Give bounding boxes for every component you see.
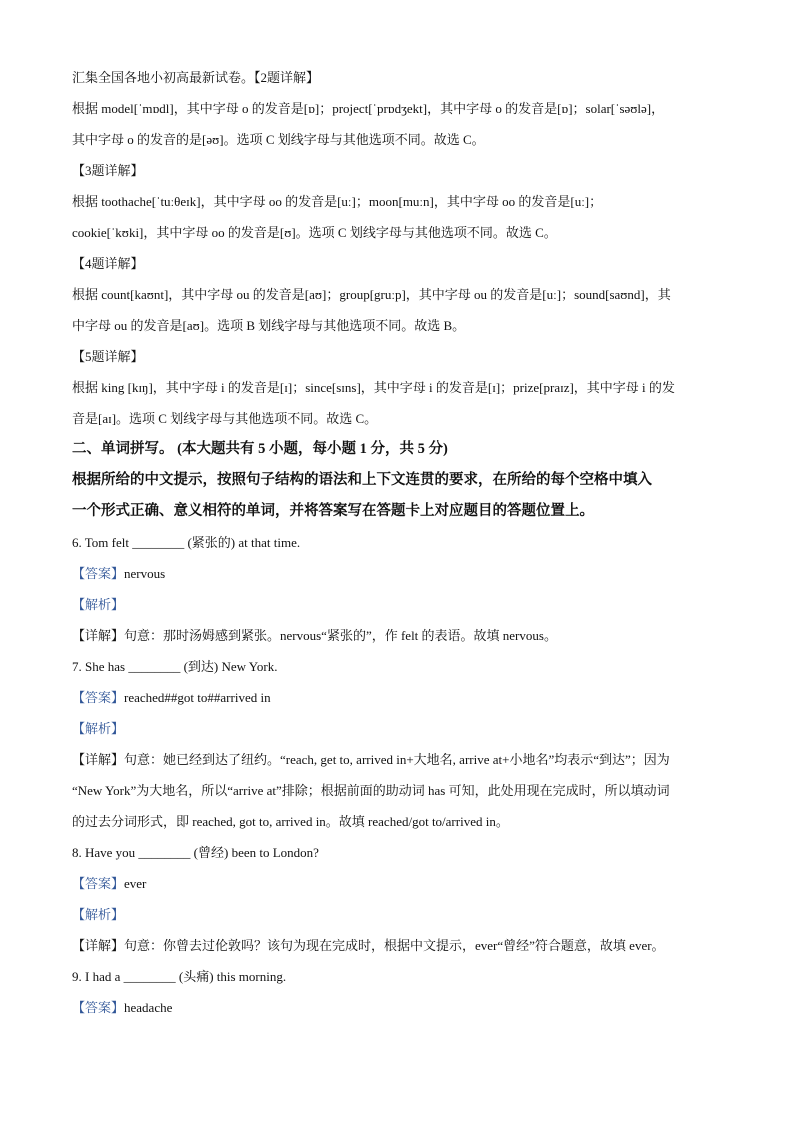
- analysis-tag: 【解析】: [72, 597, 125, 612]
- detail-line: [72, 744, 732, 775]
- question-stem: 6. Tom felt ________ (紧张的) at that time.: [72, 535, 301, 550]
- detail-text: “New York”为大地名，所以“arrive at”排除；根据前面的助动词 has 可知，此处用现在完成时，所以填动词: [72, 783, 670, 798]
- detail-tag: 【详解】: [72, 752, 125, 767]
- text-line: 汇集全国各地小初高最新试卷。【2题详解】: [72, 70, 320, 85]
- answer-line: [72, 682, 732, 713]
- document-page: [72, 62, 732, 1023]
- detail-tag: 【详解】: [72, 938, 125, 953]
- answer-text: reached##got to##arrived in: [124, 690, 271, 705]
- answer-text: headache: [124, 1000, 173, 1015]
- answer-line: [72, 868, 732, 899]
- detail-text: 句意：那时汤姆感到紧张。nervous“紧张的”，作 felt 的表语。故填 nervous。: [124, 628, 557, 643]
- answer-tag: 【答案】: [72, 876, 125, 891]
- detail-text: 的过去分词形式，即 reached, got to, arrived in。故填 reached/got to/arrived in。: [72, 814, 509, 829]
- analysis-tag: 【解析】: [72, 907, 125, 922]
- detail-line: [72, 930, 732, 961]
- answer-line: [72, 558, 732, 589]
- answer-line: [72, 992, 732, 1023]
- answer-tag: 【答案】: [72, 566, 125, 581]
- text-line: 音是[aɪ]。选项 C 划线字母与其他选项不同。故选 C。: [72, 411, 378, 426]
- answer-text: nervous: [124, 566, 166, 581]
- text-line: 其中字母 o 的发音的是[əʊ]。选项 C 划线字母与其他选项不同。故选 C。: [72, 132, 485, 147]
- text-line: 根据 toothache[ˈtuːθeɪk]，其中字母 oo 的发音是[uː]；moon[muːn]，其中字母 oo 的发音是[uː]；: [72, 194, 603, 209]
- analysis-tag: 【解析】: [72, 721, 125, 736]
- text-line: 根据 model[ˈmɒdl]，其中字母 o 的发音是[ɒ]；project[ˈprɒdʒekt]，其中字母 o 的发音是[ɒ]；solar[ˈsəʊlə]，: [72, 101, 665, 116]
- analysis-line: [72, 713, 732, 744]
- section-heading-5: 【5题详解】: [72, 349, 144, 364]
- section-heading-3: 【3题详解】: [72, 163, 144, 178]
- detail-text: 句意：她已经到达了纽约。“reach, get to, arrived in+大地名, arrive at+小地名”均表示“到达”；因为: [124, 752, 670, 767]
- analysis-line: [72, 899, 732, 930]
- text-line: 根据 king [kɪŋ]，其中字母 i 的发音是[ɪ]；since[sɪns]，其中字母 i 的发音是[ɪ]；prize[praɪz]，其中字母 i 的发: [72, 380, 675, 395]
- question-stem: 7. She has ________ (到达) New York.: [72, 659, 278, 674]
- answer-tag: 【答案】: [72, 690, 125, 705]
- text-line: cookie[ˈkʊki]，其中字母 oo 的发音是[ʊ]。选项 C 划线字母与其他选项不同。故选 C。: [72, 225, 557, 240]
- question-stem: 9. I had a ________ (头痛) this morning.: [72, 969, 287, 984]
- text-line: 中字母 ou 的发音是[aʊ]。选项 B 划线字母与其他选项不同。故选 B。: [72, 318, 466, 333]
- instruction-line: 根据所给的中文提示，按照句子结构的语法和上下文连贯的要求，在所给的每个空格中填入: [72, 472, 652, 488]
- instruction-line: 一个形式正确、意义相符的单词，并将答案写在答题卡上对应题目的答题位置上。: [72, 503, 594, 519]
- detail-tag: 【详解】: [72, 628, 125, 643]
- analysis-line: [72, 589, 732, 620]
- answer-tag: 【答案】: [72, 1000, 125, 1015]
- detail-line: [72, 620, 732, 651]
- question-stem: 8. Have you ________ (曾经) been to London?: [72, 845, 319, 860]
- section-heading-4: 【4题详解】: [72, 256, 144, 271]
- answer-text: ever: [124, 876, 147, 891]
- detail-text: 句意：你曾去过伦敦吗？该句为现在完成时，根据中文提示，ever“曾经”符合题意，故填 ever。: [124, 938, 665, 953]
- section-title: 二、单词拼写。 (本大题共有 5 小题，每小题 1 分，共 5 分): [72, 441, 448, 457]
- text-line: 根据 count[kaʊnt]，其中字母 ou 的发音是[aʊ]；group[gruːp]，其中字母 ou 的发音是[uː]；sound[saʊnd]，其: [72, 287, 671, 302]
